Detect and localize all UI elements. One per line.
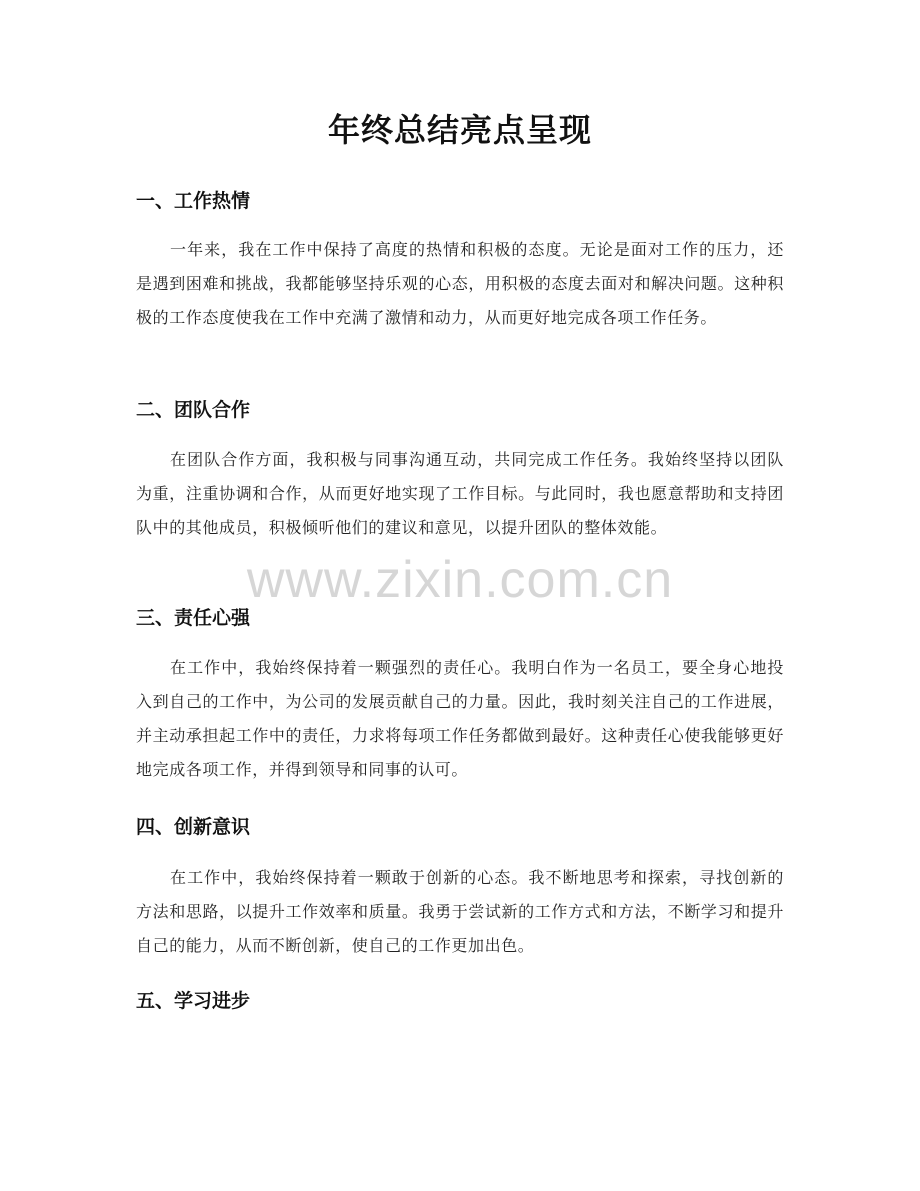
section-heading-3: 三、责任心强 <box>136 607 251 629</box>
section-paragraph-1: 一年来，我在工作中保持了高度的热情和积极的态度。无论是面对工作的压力，还是遇到困难和挑战，我都能够坚持乐观的心态，用积极的态度去面对和解决问题。这种积极的工作态度使我在工作中充满了激情和动力，从而更好地完成各项工作任务。 <box>136 240 784 327</box>
page-title: 年终总结亮点呈现 <box>327 111 592 149</box>
section-heading-4: 四、创新意识 <box>136 816 251 838</box>
section-paragraph-4: 在工作中，我始终保持着一颗敢于创新的心态。我不断地思考和探索，寻找创新的方法和思路，以提升工作效率和质量。我勇于尝试新的工作方式和方法，不断学习和提升自己的能力，从而不断创新，使自己的工作更加出色。 <box>136 868 784 955</box>
section-heading-2: 二、团队合作 <box>136 399 251 421</box>
watermark: www.zixin.com.cn <box>246 551 674 609</box>
section-heading-1: 一、工作热情 <box>136 190 251 212</box>
section-heading-5: 五、学习进步 <box>136 990 251 1012</box>
section-paragraph-2: 在团队合作方面，我积极与同事沟通互动，共同完成工作任务。我始终坚持以团队为重，注重协调和合作，从而更好地实现了工作目标。与此同时，我也愿意帮助和支持团队中的其他成员，积极倾听他们的建议和意见，以提升团队的整体效能。 <box>136 450 784 537</box>
section-paragraph-3: 在工作中，我始终保持着一颗强烈的责任心。我明白作为一名员工，要全身心地投入到自己的工作中，为公司的发展贡献自己的力量。因此，我时刻关注自己的工作进展，并主动承担起工作中的责任，力求将每项工作任务都做到最好。这种责任心使我能够更好地完成各项工作，并得到领导和同事的认可。 <box>136 658 784 779</box>
